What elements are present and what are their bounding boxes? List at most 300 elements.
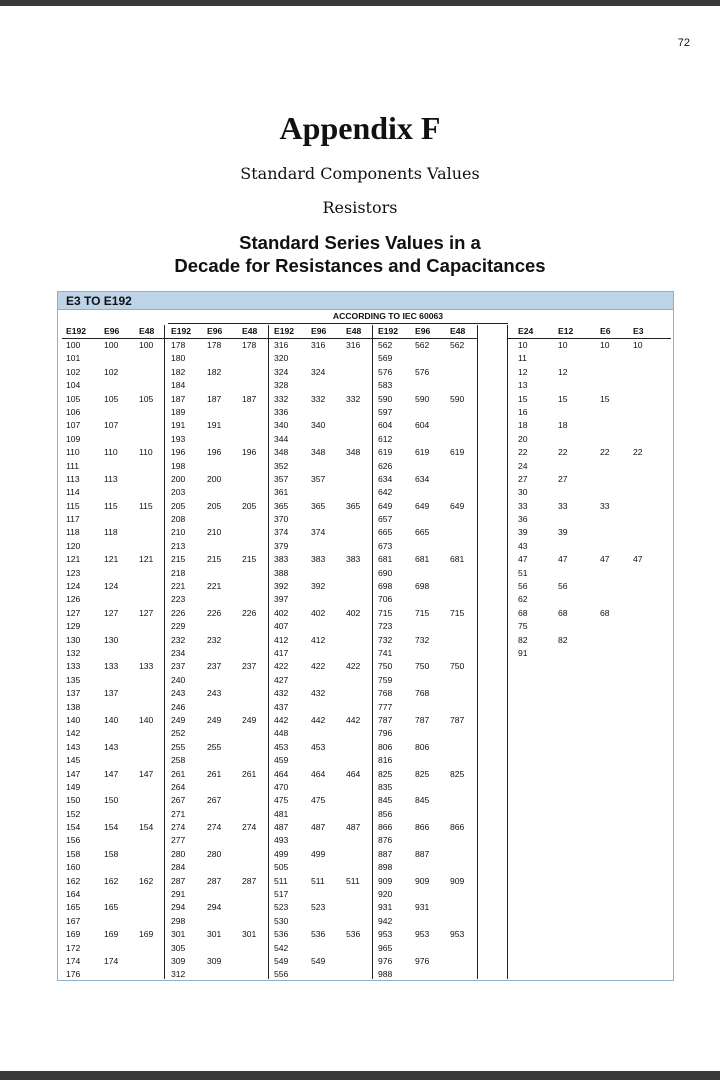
table-cell: 226: [242, 607, 257, 618]
table-cell: [415, 834, 429, 847]
table-cell: [139, 366, 153, 379]
table-cell: 243: [171, 688, 186, 699]
table-cell: 305: [171, 942, 186, 953]
table-cell: [207, 460, 221, 473]
table-cell: 336: [274, 406, 289, 417]
table-cell: 412: [274, 634, 289, 645]
table-cell: 825: [450, 768, 465, 779]
table-cell: [450, 433, 464, 446]
table-cell: 105: [66, 393, 81, 404]
table-cell: 68: [558, 607, 568, 618]
table-cell: 715: [415, 607, 430, 618]
table-cell: [104, 861, 118, 874]
table-cell: [415, 567, 429, 580]
table-cell: [633, 473, 643, 486]
table-cell: 887: [378, 848, 393, 859]
table-cell: 91: [518, 647, 528, 658]
table-cell: 816: [378, 755, 393, 766]
table-cell: 249: [242, 714, 257, 725]
table-cell: 673: [378, 540, 393, 551]
table-cell: [450, 406, 464, 419]
table-cell: [346, 473, 360, 486]
series-group-4: [373, 325, 477, 979]
column-e3: [633, 339, 643, 660]
table-cell: [242, 433, 256, 446]
table-cell: [633, 500, 643, 513]
table-cell: 392: [311, 581, 326, 592]
iec-heading: ACCORDING TO IEC 60063: [332, 311, 444, 321]
table-cell: 953: [450, 929, 465, 940]
table-cell: 12: [518, 366, 528, 377]
table-cell: [450, 968, 464, 981]
table-cell: [242, 888, 256, 901]
table-cell: [207, 808, 221, 821]
table-cell: [600, 366, 610, 379]
table-cell: 110: [66, 447, 80, 458]
table-cell: [600, 513, 610, 526]
table-cell: 432: [274, 688, 289, 699]
table-cell: 178: [171, 340, 186, 350]
table-cell: [346, 526, 360, 539]
table-cell: 187: [171, 393, 186, 404]
table-cell: 715: [378, 607, 393, 618]
column-e12: [558, 339, 568, 660]
table-cell: 562: [378, 340, 393, 350]
column-header-e96: E96: [311, 326, 327, 336]
table-cell: [139, 567, 153, 580]
table-cell: 768: [415, 688, 430, 699]
table-cell: 234: [171, 647, 186, 658]
table-cell: 876: [378, 835, 393, 846]
column-header-e96: E96: [104, 326, 120, 336]
table-cell: 619: [450, 447, 465, 458]
table-cell: [139, 781, 153, 794]
table-cell: 126: [66, 594, 81, 605]
table-cell: 130: [66, 634, 81, 645]
table-cell: 226: [207, 607, 222, 618]
table-cell: 180: [171, 353, 186, 364]
table-cell: 422: [311, 661, 326, 672]
table-title-line-1: Standard Series Values in a: [239, 232, 481, 253]
table-cell: 169: [66, 929, 81, 940]
table-cell: [311, 754, 325, 767]
table-cell: 187: [207, 393, 222, 404]
table-cell: 796: [378, 728, 393, 739]
table-cell: 732: [415, 634, 430, 645]
table-cell: 111: [66, 460, 80, 471]
table-cell: 365: [311, 500, 326, 511]
series-header-row: [269, 325, 372, 339]
table-cell: 140: [104, 714, 119, 725]
table-cell: [207, 968, 221, 981]
table-cell: 845: [415, 795, 430, 806]
table-cell: 15: [518, 393, 528, 404]
table-cell: [450, 687, 464, 700]
table-cell: 562: [450, 340, 465, 350]
table-cell: 140: [66, 714, 81, 725]
table-cell: 172: [66, 942, 81, 953]
table-cell: [139, 526, 153, 539]
table-cell: 825: [415, 768, 430, 779]
table-cell: 164: [66, 889, 81, 900]
table-cell: [104, 647, 118, 660]
table-cell: 383: [274, 554, 289, 565]
table-cell: 365: [274, 500, 289, 511]
table-cell: [600, 379, 610, 392]
table-cell: 210: [207, 527, 222, 538]
table-cell: 976: [378, 955, 393, 966]
table-cell: 530: [274, 915, 289, 926]
table-cell: 121: [66, 554, 81, 565]
column-e24: [518, 339, 528, 660]
table-cell: 143: [66, 741, 81, 752]
table-cell: [346, 419, 360, 432]
table-cell: 47: [633, 554, 643, 565]
table-cell: 517: [274, 889, 289, 900]
column-header-e48: E48: [139, 326, 155, 336]
table-cell: [415, 433, 429, 446]
table-cell: 732: [378, 634, 393, 645]
table-cell: 942: [378, 915, 393, 926]
table-cell: 464: [311, 768, 326, 779]
table-cell: 442: [311, 714, 326, 725]
table-cell: 604: [415, 420, 430, 431]
table-cell: [558, 379, 568, 392]
table-cell: 698: [415, 581, 430, 592]
table-cell: [450, 955, 464, 968]
series-header-row: [508, 325, 671, 339]
table-cell: 723: [378, 621, 393, 632]
table-cell: 100: [139, 340, 154, 350]
table-cell: [633, 433, 643, 446]
table-cell: 681: [450, 554, 465, 565]
table-cell: [104, 754, 118, 767]
table-cell: 294: [207, 902, 222, 913]
table-cell: 487: [274, 822, 289, 833]
table-cell: [633, 647, 643, 660]
table-cell: [600, 634, 610, 647]
table-cell: [558, 352, 568, 365]
table-cell: [311, 540, 325, 553]
table-cell: 361: [274, 487, 289, 498]
table-cell: [415, 727, 429, 740]
table-cell: [415, 968, 429, 981]
table-cell: 324: [311, 366, 326, 377]
table-cell: [346, 727, 360, 740]
table-cell: 191: [207, 420, 222, 431]
column-divider: [507, 325, 508, 979]
table-cell: [139, 741, 153, 754]
table-cell: 12: [558, 366, 568, 377]
table-cell: 200: [207, 473, 222, 484]
table-cell: [242, 567, 256, 580]
subtitle-components: Standard Components Values: [240, 164, 480, 183]
table-cell: 133: [139, 661, 154, 672]
table-cell: 988: [378, 969, 393, 980]
table-cell: 569: [378, 353, 393, 364]
column-e96: [415, 339, 429, 982]
column-header-e48: E48: [450, 326, 466, 336]
table-cell: [633, 634, 643, 647]
column-e96: [104, 339, 118, 982]
table-cell: [450, 379, 464, 392]
table-cell: 232: [171, 634, 186, 645]
page-title: Appendix F: [279, 110, 441, 146]
table-cell: [415, 593, 429, 606]
table-cell: 68: [600, 607, 610, 618]
table-cell: 741: [378, 647, 393, 658]
table-cell: 145: [66, 755, 81, 766]
table-cell: [311, 513, 325, 526]
top-bar: [0, 0, 720, 6]
table-cell: 249: [207, 714, 222, 725]
table-cell: [104, 915, 118, 928]
table-cell: 178: [207, 340, 222, 350]
table-cell: [242, 352, 256, 365]
table-cell: [242, 861, 256, 874]
table-cell: 203: [171, 487, 186, 498]
table-cell: 909: [450, 875, 465, 886]
table-cell: [346, 968, 360, 981]
table-cell: [139, 834, 153, 847]
table-cell: 887: [415, 848, 430, 859]
table-cell: 402: [311, 607, 326, 618]
table-cell: [207, 915, 221, 928]
table-cell: [346, 634, 360, 647]
table-cell: 147: [66, 768, 81, 779]
table-cell: 464: [274, 768, 289, 779]
table-cell: [139, 861, 153, 874]
column-e192: [66, 339, 80, 982]
table-cell: 750: [378, 661, 393, 672]
table-cell: 24: [518, 460, 528, 471]
table-cell: [104, 968, 118, 981]
table-cell: 205: [242, 500, 257, 511]
table-cell: 464: [346, 768, 361, 779]
table-cell: [346, 834, 360, 847]
table-cell: 453: [311, 741, 326, 752]
table-cell: 123: [66, 567, 81, 578]
table-cell: [104, 352, 118, 365]
table-cell: [600, 647, 610, 660]
column-divider: [268, 325, 269, 979]
table-cell: [346, 955, 360, 968]
table-cell: 759: [378, 674, 393, 685]
table-cell: [207, 379, 221, 392]
table-cell: 130: [104, 634, 119, 645]
table-cell: 115: [66, 500, 80, 511]
column-e96: [207, 339, 221, 982]
table-cell: 105: [104, 393, 119, 404]
table-cell: 232: [207, 634, 222, 645]
table-cell: [346, 781, 360, 794]
table-cell: [242, 687, 256, 700]
table-cell: 165: [104, 902, 119, 913]
table-cell: 47: [600, 554, 610, 565]
table-cell: 274: [207, 822, 222, 833]
table-cell: [346, 687, 360, 700]
table-cell: 379: [274, 540, 289, 551]
table-cell: 229: [171, 621, 186, 632]
table-cell: 277: [171, 835, 186, 846]
table-cell: 332: [346, 393, 361, 404]
table-cell: 51: [518, 567, 528, 578]
table-cell: 121: [104, 554, 119, 565]
table-cell: [600, 540, 610, 553]
table-cell: 221: [171, 581, 186, 592]
table-cell: 160: [66, 862, 81, 873]
table-cell: 11: [518, 353, 527, 364]
table-cell: [600, 419, 610, 432]
table-cell: 226: [171, 607, 186, 618]
table-cell: [450, 808, 464, 821]
table-cell: 150: [104, 795, 119, 806]
table-cell: 147: [139, 768, 154, 779]
table-cell: 642: [378, 487, 393, 498]
table-cell: [104, 781, 118, 794]
table-cell: 298: [171, 915, 186, 926]
table-cell: 324: [274, 366, 289, 377]
table-cell: 27: [518, 473, 528, 484]
table-cell: 953: [415, 929, 430, 940]
table-cell: 493: [274, 835, 289, 846]
table-cell: 47: [558, 554, 568, 565]
table-cell: [450, 848, 464, 861]
table-cell: [633, 526, 643, 539]
table-cell: [558, 647, 568, 660]
table-cell: 706: [378, 594, 393, 605]
table-cell: [633, 580, 643, 593]
table-cell: 787: [378, 714, 393, 725]
table-cell: 133: [66, 661, 81, 672]
series-group-1: [62, 325, 164, 979]
table-cell: 340: [274, 420, 289, 431]
table-cell: 619: [378, 447, 393, 458]
table-cell: [139, 473, 153, 486]
table-cell: 264: [171, 781, 186, 792]
table-cell: 110: [139, 447, 153, 458]
table-cell: [242, 942, 256, 955]
table-cell: [207, 513, 221, 526]
table-cell: [311, 620, 325, 633]
table-cell: [139, 888, 153, 901]
table-cell: [311, 834, 325, 847]
table-cell: [346, 433, 360, 446]
table-cell: [558, 486, 568, 499]
table-cell: 412: [311, 634, 326, 645]
table-cell: 75: [518, 621, 528, 632]
column-divider: [372, 325, 373, 979]
table-cell: 120: [66, 540, 81, 551]
table-cell: 316: [311, 340, 326, 350]
table-cell: 370: [274, 514, 289, 525]
table-cell: 750: [450, 661, 465, 672]
table-cell: 158: [104, 848, 119, 859]
table-cell: 105: [139, 393, 154, 404]
table-cell: 459: [274, 755, 289, 766]
table-cell: [633, 393, 643, 406]
table-cell: 182: [207, 366, 222, 377]
table-cell: [242, 540, 256, 553]
table-cell: [311, 460, 325, 473]
table-cell: [139, 794, 153, 807]
table-cell: [207, 942, 221, 955]
table-cell: [600, 486, 610, 499]
table-cell: [450, 888, 464, 901]
table-cell: 208: [171, 514, 186, 525]
table-cell: 470: [274, 781, 289, 792]
table-cell: [104, 620, 118, 633]
table-cell: 866: [415, 822, 430, 833]
table-cell: 102: [104, 366, 119, 377]
table-cell: [450, 741, 464, 754]
table-cell: 124: [66, 581, 81, 592]
table-cell: [346, 580, 360, 593]
table-cell: 215: [242, 554, 257, 565]
table-cell: 523: [274, 902, 289, 913]
table-cell: [139, 634, 153, 647]
table-cell: [311, 433, 325, 446]
table-cell: 768: [378, 688, 393, 699]
table-cell: 931: [415, 902, 430, 913]
table-cell: 218: [171, 567, 186, 578]
table-cell: 138: [66, 701, 81, 712]
table-cell: [139, 486, 153, 499]
table-cell: [450, 901, 464, 914]
table-cell: 898: [378, 862, 393, 873]
table-cell: [311, 861, 325, 874]
table-cell: [242, 593, 256, 606]
table-cell: [242, 486, 256, 499]
table-cell: [415, 701, 429, 714]
table-cell: 154: [66, 822, 81, 833]
table-cell: [600, 433, 610, 446]
table-cell: 619: [415, 447, 430, 458]
table-cell: 205: [207, 500, 222, 511]
table-cell: [104, 727, 118, 740]
table-cell: 348: [274, 447, 289, 458]
table-cell: [415, 754, 429, 767]
table-cell: [633, 513, 643, 526]
table-cell: 328: [274, 380, 289, 391]
table-cell: [139, 513, 153, 526]
table-cell: [600, 567, 610, 580]
table-cell: [346, 861, 360, 874]
table-cell: 835: [378, 781, 393, 792]
table-cell: 287: [242, 875, 257, 886]
table-cell: 536: [346, 929, 361, 940]
table-cell: [450, 647, 464, 660]
table-cell: 252: [171, 728, 186, 739]
table-cell: 27: [558, 473, 568, 484]
table-cell: 383: [346, 554, 361, 565]
table-cell: 576: [415, 366, 430, 377]
table-cell: 158: [66, 848, 81, 859]
table-cell: [415, 513, 429, 526]
table-cell: 475: [311, 795, 326, 806]
table-cell: 422: [346, 661, 361, 672]
table-cell: [311, 406, 325, 419]
table-cell: [139, 754, 153, 767]
table-cell: [558, 540, 568, 553]
table-cell: [104, 834, 118, 847]
table-cell: 15: [558, 393, 568, 404]
table-cell: [207, 647, 221, 660]
table-cell: [104, 888, 118, 901]
table-cell: [311, 781, 325, 794]
table-cell: 787: [415, 714, 430, 725]
table-cell: [139, 687, 153, 700]
